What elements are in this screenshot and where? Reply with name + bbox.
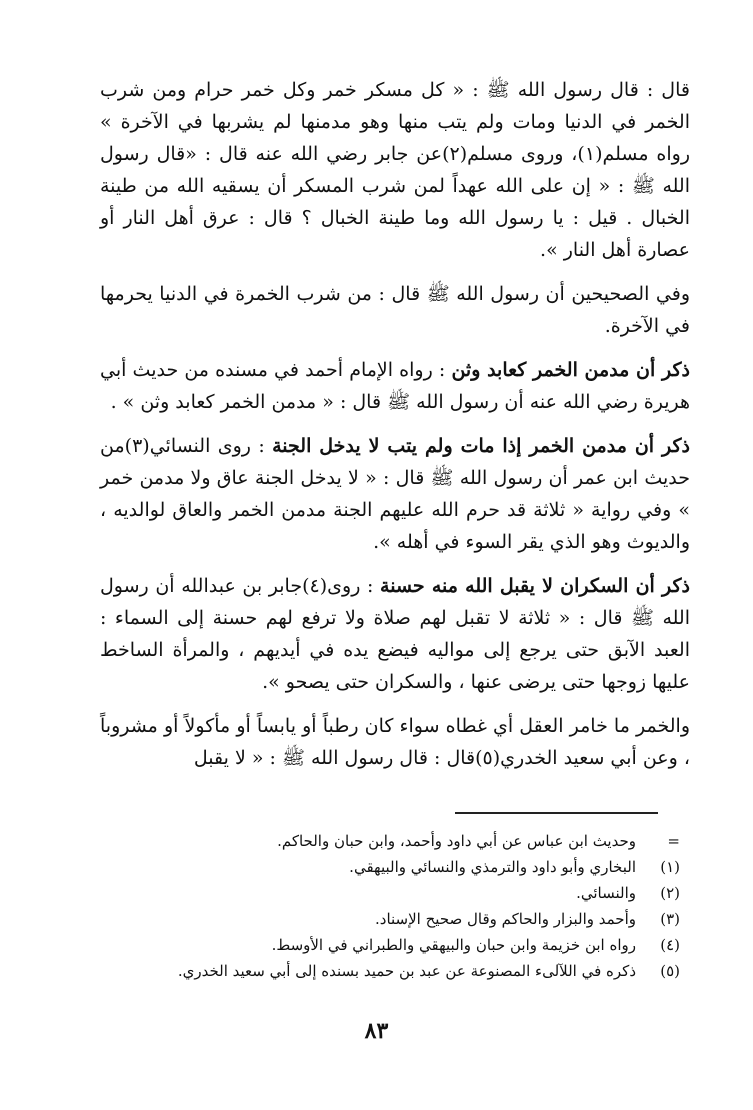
footnote-item — [155, 932, 680, 958]
footnote-marker: (٢) — [660, 884, 680, 902]
footnote-item — [155, 854, 680, 880]
footnote-text: وحديث ابن عباس عن أبي داود وأحمد، وابن حبان والحاكم. — [277, 832, 636, 850]
paragraph-text: وفي الصحيحين أن رسول الله ﷺ قال : من شرب الخمرة في الدنيا يحرمها في الآخرة. — [100, 283, 690, 337]
paragraph-5 — [100, 570, 690, 698]
paragraph-text: : رواه الإمام أحمد في مسنده من حديث أبي هريرة رضي الله عنه أن رسول الله ﷺ قال : « مدمن الخمر كعابد وثن » . — [100, 359, 690, 413]
footnote-item — [155, 958, 680, 984]
paragraph-text: : روى النسائي(٣)من حديث ابن عمر أن رسول الله ﷺ قال : « لا يدخل الجنة عاق ولا مدمن خمر » وفي رواية « ثلاثة قد حرم الله عليهم الجنة مدمن الخمر والعاق لوالديه ، والديوث وهو الذي يقر السوء في أهله ». — [100, 435, 690, 553]
footnote-text: رواه ابن خزيمة وابن حبان والبيهقي والطبراني في الأوسط. — [271, 936, 636, 954]
footnote-marker: = — [667, 832, 680, 850]
footnote-marker: (٤) — [660, 936, 680, 954]
footnotes — [155, 828, 680, 984]
footnote-text: والنسائي. — [576, 884, 636, 902]
paragraph-2 — [100, 278, 690, 342]
paragraph-text: والخمر ما خامر العقل أي غطاه سواء كان رطباً أو يابساً أو مأكولاً أو مشروباً ، وعن أبي سعيد الخدري(٥)قال : قال رسول الله ﷺ : « لا يقبل — [100, 715, 690, 769]
paragraph-3 — [100, 354, 690, 418]
footnote-marker: (٣) — [660, 910, 680, 928]
footnote-marker: (١) — [660, 858, 680, 876]
footnote-text: البخاري وأبو داود والترمذي والنسائي والبيهقي. — [349, 858, 636, 876]
footnote-divider — [455, 812, 658, 814]
paragraph-text: : روى(٤)جابر بن عبدالله أن رسول الله ﷺ قال : « ثلاثة لا تقبل لهم صلاة ولا ترفع لهم حسنة إلى السماء : العبد الآبق حتى يرجع إلى مواليه فيضع يده في أيديهم ، والمرأة الساخط عليها زوجها حتى يرضى عنها ، والسكران حتى يصحو ». — [100, 575, 690, 693]
footnote-text: وأحمد والبزار والحاكم وقال صحيح الإسناد. — [375, 910, 636, 928]
paragraph-6 — [100, 710, 690, 774]
footnote-item — [155, 880, 680, 906]
page-number: ٨٣ — [364, 1018, 389, 1044]
paragraph-1 — [100, 74, 690, 266]
footnote-text: ذكره في اللآلىء المصنوعة عن عبد بن حميد بسنده إلى أبي سعيد الخدري. — [177, 962, 636, 980]
footnote-marker: (٥) — [660, 962, 680, 980]
footnote-item — [155, 906, 680, 932]
main-text — [100, 74, 690, 786]
paragraph-heading: ذكر أن مدمن الخمر إذا مات ولم يتب لا يدخل الجنة — [272, 435, 690, 457]
footnote-item — [155, 828, 680, 854]
paragraph-heading: ذكر أن مدمن الخمر كعابد وثن — [451, 359, 690, 381]
paragraph-text: قال : قال رسول الله ﷺ : « كل مسكر خمر وكل خمر حرام ومن شرب الخمر في الدنيا ومات ولم يتب منها وهو مدمنها لم يشربها في الآخرة » رواه مسلم(١)، وروى مسلم(٢)عن جابر رضي الله عنه قال : «قال رسول الله ﷺ : « إن على الله عهداً لمن شرب المسكر أن يسقيه الله من طينة الخبال . قيل : يا رسول الله وما طينة الخبال ؟ قال : عرق أهل النار أو عصارة أهل النار ». — [100, 79, 691, 261]
paragraph-heading: ذكر أن السكران لا يقبل الله منه حسنة — [380, 575, 690, 597]
paragraph-4 — [100, 430, 690, 558]
